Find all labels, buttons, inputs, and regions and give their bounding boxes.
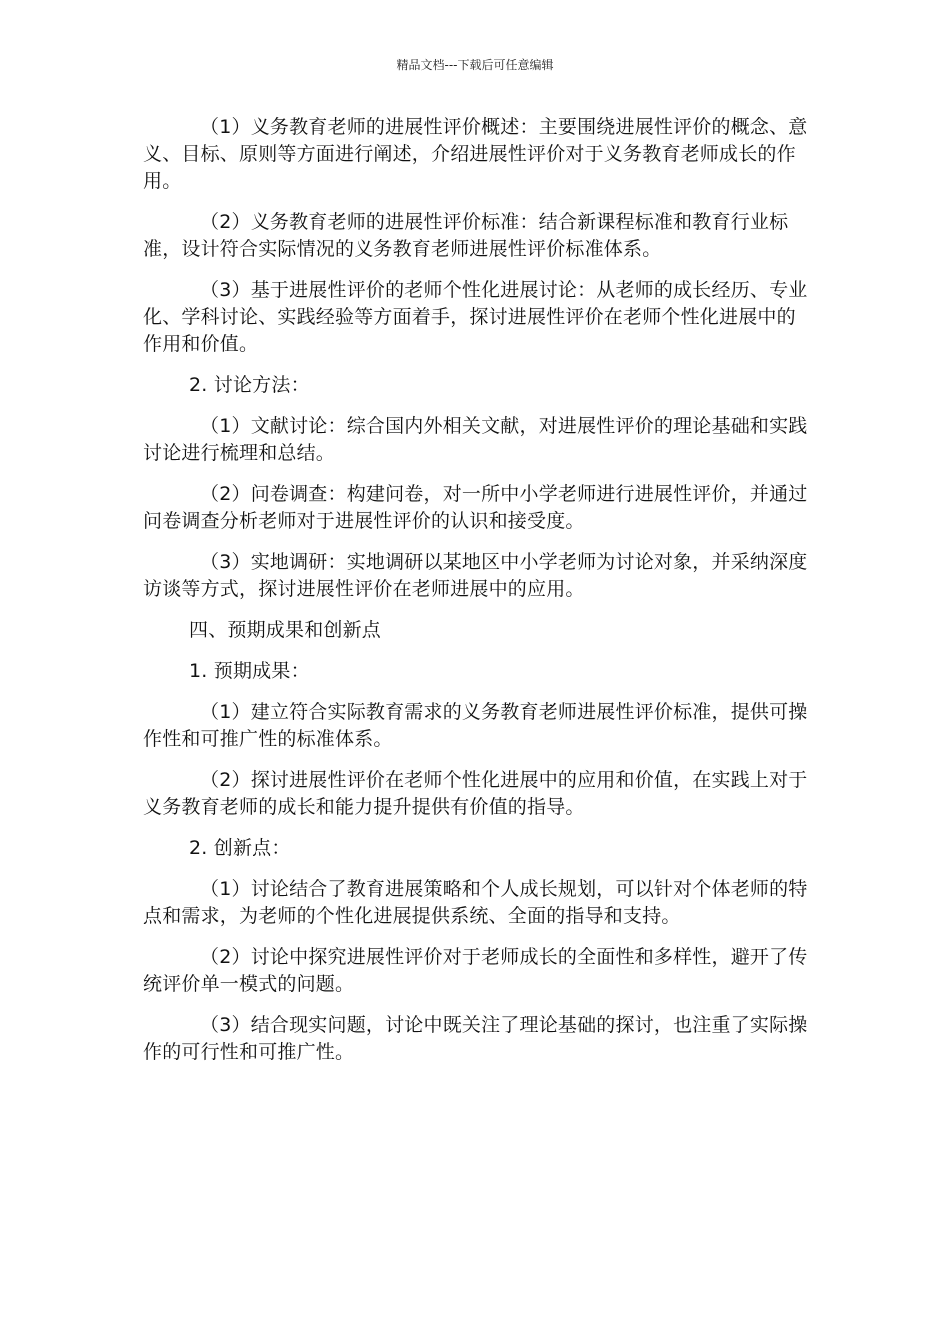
innovation-item-2: （2）讨论中探究进展性评价对于老师成长的全面性和多样性，避开了传统评价单一模式的问题。	[143, 946, 808, 995]
method-item-3: （3）实地调研：实地调研以某地区中小学老师为讨论对象，并采纳深度访谈等方式，探讨进展性评价在老师进展中的应用。	[143, 551, 808, 600]
page-header: 精品文档---下载后可任意编辑	[396, 58, 554, 72]
document-body	[143, 114, 809, 1080]
paragraph-1-item-2: （2）义务教育老师的进展性评价标准：结合新课程标准和教育行业标准，设计符合实际情况的义务教育老师进展性评价标准体系。	[143, 211, 789, 260]
result-item-2: （2）探讨进展性评价在老师个性化进展中的应用和价值，在实践上对于义务教育老师的成长和能力提升提供有价值的指导。	[143, 769, 808, 818]
section-heading-outcomes: 四、预期成果和创新点	[189, 619, 382, 641]
result-item-1: （1）建立符合实际教育需求的义务教育老师进展性评价标准，提供可操作性和可推广性的标准体系。	[143, 701, 808, 750]
innovation-item-3: （3）结合现实问题，讨论中既关注了理论基础的探讨，也注重了实际操作的可行性和可推广性。	[143, 1014, 808, 1063]
subheading-innovations: 2. 创新点：	[189, 837, 291, 859]
paragraph-1-item-3: （3）基于进展性评价的老师个性化进展讨论：从老师的成长经历、专业化、学科讨论、实践经验等方面着手，探讨进展性评价在老师个性化进展中的作用和价值。	[143, 279, 808, 355]
method-item-2: （2）问卷调查：构建问卷，对一所中小学老师进行进展性评价，并通过问卷调查分析老师对于进展性评价的认识和接受度。	[143, 483, 808, 532]
paragraph-1-item-1: （1）义务教育老师的进展性评价概述：主要围绕进展性评价的概念、意义、目标、原则等方面进行阐述，介绍进展性评价对于义务教育老师成长的作用。	[143, 116, 808, 192]
section-heading-methods: 2. 讨论方法：	[189, 374, 310, 396]
innovation-item-1: （1）讨论结合了教育进展策略和个人成长规划，可以针对个体老师的特点和需求，为老师的个性化进展提供系统、全面的指导和支持。	[143, 878, 808, 927]
subheading-expected-results: 1. 预期成果：	[189, 660, 310, 682]
method-item-1: （1）文献讨论：综合国内外相关文献，对进展性评价的理论基础和实践讨论进行梳理和总结。	[143, 415, 808, 464]
